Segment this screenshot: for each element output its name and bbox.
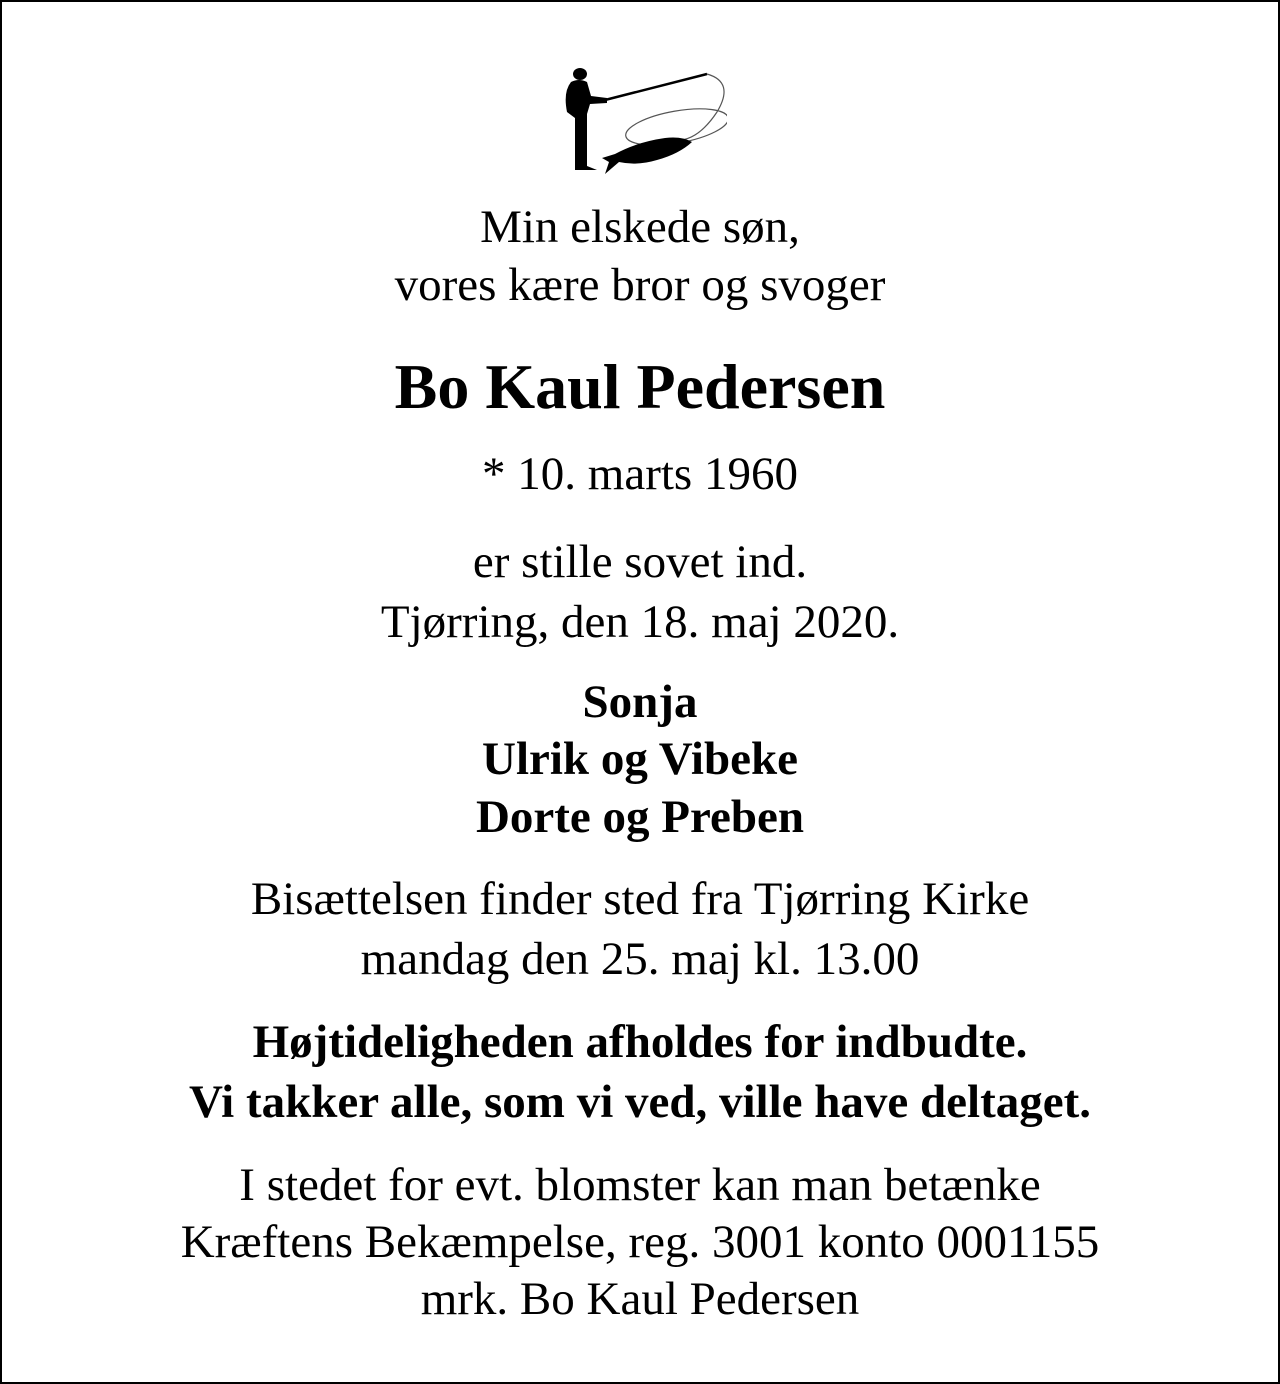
notice-line-1: Højtideligheden afholdes for indbudte. (252, 1016, 1028, 1068)
family-line-3: Dorte og Preben (475, 791, 805, 843)
deceased-name: Bo Kaul Pedersen (394, 351, 886, 422)
donation-line-2: Kræftens Bekæmpelse, reg. 3001 konto 0001155 (180, 1216, 1100, 1268)
death-line-1: er stille sovet ind. (472, 536, 808, 588)
intro-line-2: vores kære bror og svoger (394, 259, 886, 311)
birth-date: * 10. marts 1960 (482, 448, 798, 500)
family-line-1: Sonja (582, 676, 698, 728)
family-line-2: Ulrik og Vibeke (482, 733, 798, 785)
death-line-2: Tjørring, den 18. maj 2020. (380, 596, 900, 648)
donation-line-1: I stedet for evt. blomster kan man betænke (239, 1159, 1041, 1211)
funeral-line-1: Bisættelsen finder sted fra Tjørring Kirke (250, 873, 1030, 925)
intro-line-1: Min elskede søn, (480, 201, 800, 253)
funeral-line-2: mandag den 25. maj kl. 13.00 (360, 933, 920, 985)
donation-line-3: mrk. Bo Kaul Pedersen (420, 1273, 860, 1325)
notice-line-2: Vi takker alle, som vi ved, ville have deltaget. (188, 1076, 1092, 1128)
fisherman-with-fish-icon (557, 62, 727, 177)
